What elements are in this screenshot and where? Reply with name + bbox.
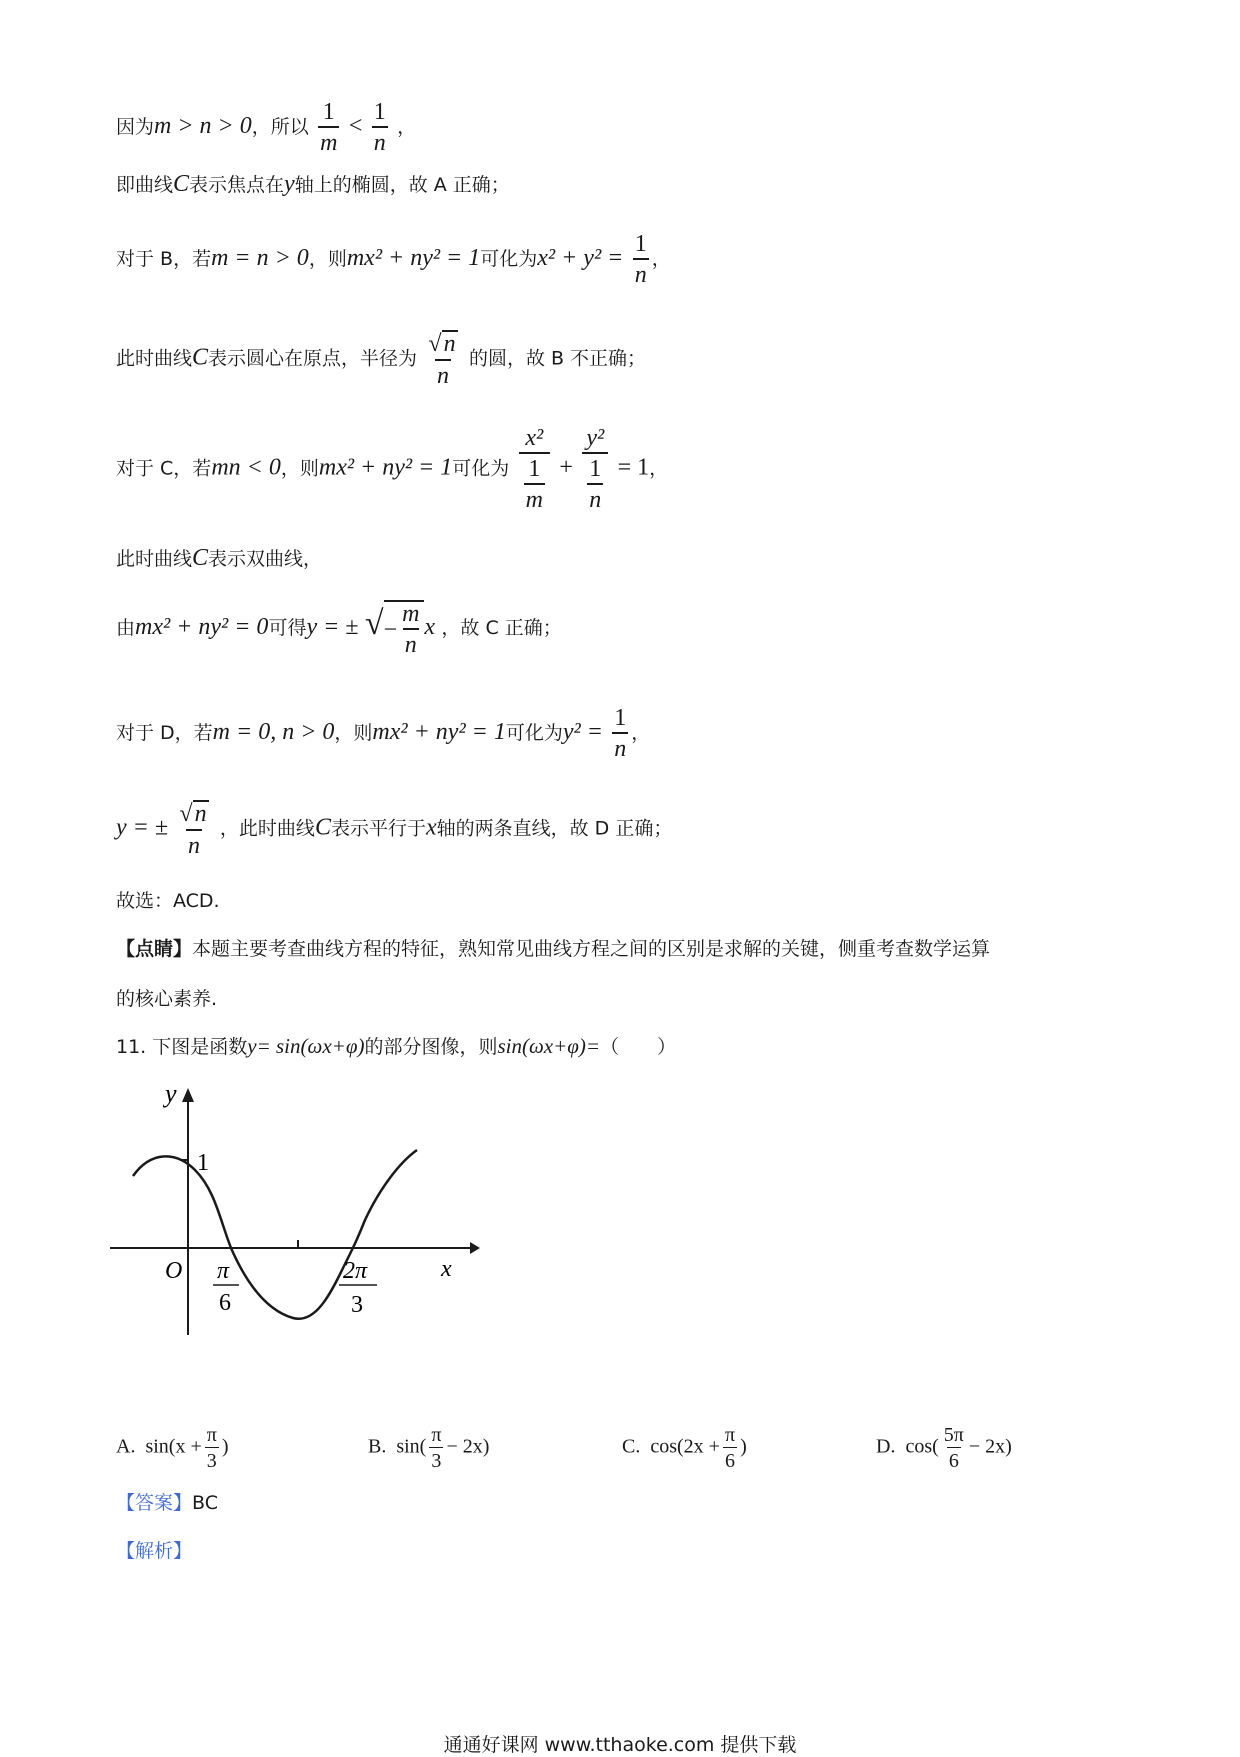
fraction-sqrt-n-over-n: $\frac{√n}{n}$ (428, 331, 456, 390)
line-1: 因为m > n > 0，所以 $\frac{1}{m}$ < $\frac{1}{n}$ ， (116, 99, 417, 156)
line-4: 此时曲线C表示圆心在原点，半径为 $\frac{√n}{n}$ 的圆，故 B 不正确； (116, 331, 647, 390)
radical-sign: √ (179, 801, 193, 827)
tick-three: 3 (351, 1292, 363, 1318)
line-9: y = ± $\frac{√n}{n}$ ，此时曲线C表示平行于x轴的两条直线，故 D 正确； (116, 801, 673, 860)
sine-curve (133, 1150, 417, 1319)
line-5: 对于 C，若mn < 0，则mx² + ny² = 1可化为 x² $\frac{1}{m}$ + y² $\frac{1}{n}$ = 1， (116, 425, 669, 513)
radical-sign: √ (428, 331, 442, 357)
fraction-1-over-n: $\frac{1}{n}$ (373, 99, 386, 156)
tick-2pi: 2π (343, 1258, 368, 1284)
option-a: A. sin(x + $\frac{\pi}{3}$ ) (116, 1424, 229, 1472)
option-b: B. sin( $\frac{\pi}{3}$ − 2x) (368, 1424, 490, 1472)
answer-choice-line: 故选：ACD. (116, 890, 220, 912)
remark-line-2: 的核心素养. (116, 988, 218, 1010)
line-8: 对于 D，若m = 0, n > 0，则mx² + ny² = 1可化为y² = $\frac{1}{n}$ ， (116, 705, 651, 762)
analysis-line (116, 1540, 192, 1561)
fraction-sqrt-n-over-n: $\frac{√n}{n}$ (179, 801, 207, 860)
line-2: 即曲线C表示焦点在y轴上的椭圆，故 A 正确； (116, 171, 510, 197)
line-7: 由mx² + ny² = 0可得y = ± √ − $\frac{m}{n}$ x ，故 C 正确； (116, 601, 562, 658)
line-6: 此时曲线C表示双曲线， (116, 545, 323, 571)
y-value-1: 1 (197, 1150, 209, 1176)
fraction-1-over-m: $\frac{1}{m}$ (320, 99, 338, 156)
y-axis-label: y (165, 1080, 177, 1108)
line-3: 对于 B，若m = n > 0，则mx² + ny² = 1可化为x² + y² = $\frac{1}{n}$ ， (116, 231, 671, 288)
question-11: 11. 下图是函数y= sin(ωx+φ)的部分图像，则sin(ωx+φ)=（ ） (116, 1034, 677, 1058)
fraction-x2-over-1m: x² $\frac{1}{m}$ (519, 426, 550, 512)
x-axis-arrow (470, 1242, 480, 1254)
answer-line (116, 1492, 218, 1513)
radical-sign: √ (364, 605, 384, 642)
answer-tag: 【答案】 (116, 1492, 193, 1514)
y-axis-arrow (182, 1088, 194, 1102)
math-cond: m > n > 0 (154, 113, 252, 139)
origin-label: O (165, 1258, 183, 1284)
tick-six: 6 (219, 1290, 231, 1316)
option-c: C. cos(2x + $\frac{\pi}{6}$ ) (622, 1424, 747, 1472)
x-axis-label: x (441, 1256, 452, 1282)
answer-value: BC (192, 1492, 218, 1514)
fraction-1-over-n: $\frac{1}{n}$ (614, 705, 627, 762)
fraction-y2-over-1n: y² $\frac{1}{n}$ (582, 426, 608, 512)
fraction-1-over-n: $\frac{1}{n}$ (634, 231, 647, 288)
footer: 通通好课网 www.tthaoke.com 提供下载 (443, 1734, 797, 1756)
analysis-tag: 【解析】 (116, 1540, 193, 1562)
remark-line: 【点睛】本题主要考查曲线方程的特征，熟知常见曲线方程之间的区别是求解的关键，侧重考查数学运算 (116, 938, 991, 960)
tick-pi: π (217, 1258, 230, 1284)
option-d: D. cos( $\frac{5\pi}{6}$ − 2x) (876, 1424, 1012, 1472)
function-graph (105, 1080, 485, 1350)
